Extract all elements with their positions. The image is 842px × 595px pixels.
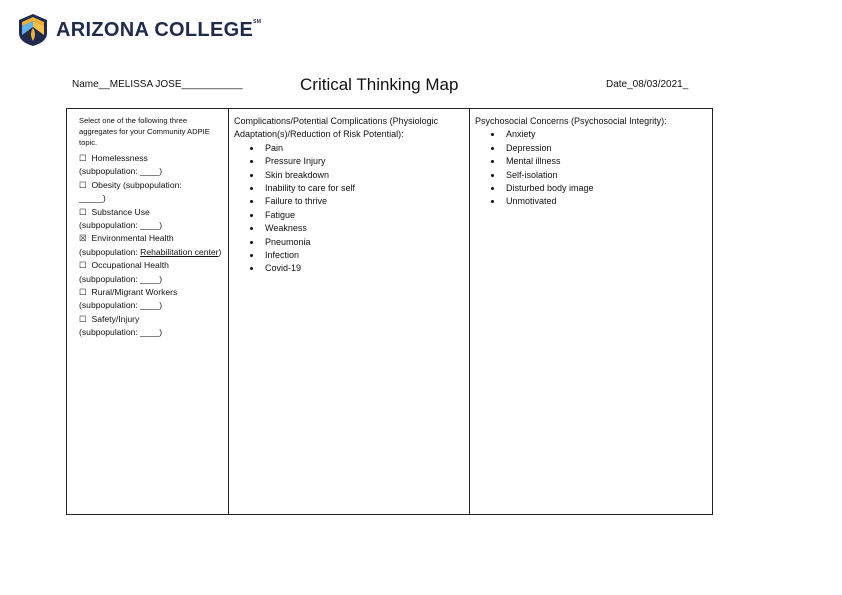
- complications-heading: Complications/Potential Complications (Physiologic Adaptation(s)/Reduction of Risk Potential):: [234, 116, 439, 140]
- list-item: • Weakness: [262, 222, 464, 235]
- option-label: Obesity (subpopulation:: [91, 179, 182, 190]
- subpopulation: _____): [79, 193, 106, 204]
- aggregate-option[interactable]: [79, 259, 223, 286]
- list-item: • Covid-19: [262, 262, 464, 275]
- subpopulation: (subpopulation: ____): [79, 300, 163, 311]
- list-item: • Anxiety: [503, 128, 707, 141]
- subpopulation-end: ): [218, 246, 222, 257]
- aggregate-intro: Select one of the following three aggregates for your Community ADPIE topic.: [79, 116, 210, 147]
- checkbox-icon[interactable]: ☐: [79, 313, 87, 324]
- list-item: • Pain: [262, 142, 464, 155]
- aggregate-option[interactable]: [79, 179, 223, 206]
- checkbox-icon[interactable]: ☐: [79, 206, 87, 217]
- checkbox-icon[interactable]: ☐: [79, 287, 87, 298]
- date-field: Date_08/03/2021_: [606, 79, 689, 90]
- list-item: • Disturbed body image: [503, 182, 707, 195]
- shield-icon: [18, 13, 48, 47]
- aggregate-option[interactable]: [79, 206, 223, 233]
- aggregate-option[interactable]: [79, 286, 223, 313]
- subpopulation: (subpopulation: ____): [79, 273, 163, 284]
- list-item: • Mental illness: [503, 155, 707, 168]
- subpopulation-value: Rehabilitation center: [140, 246, 219, 257]
- name-field: Name__MELISSA JOSE___________: [72, 79, 243, 90]
- subpopulation: (subpopulation:: [79, 246, 141, 257]
- option-label: Environmental Health: [91, 233, 174, 244]
- list-item: • Failure to thrive: [262, 195, 464, 208]
- aggregate-option[interactable]: [79, 232, 223, 259]
- checkbox-icon[interactable]: ☒: [79, 233, 87, 244]
- option-label: Safety/Injury: [91, 313, 140, 324]
- list-item: • Inability to care for self: [262, 182, 464, 195]
- aggregate-column: [67, 109, 229, 514]
- psychosocial-list: [475, 128, 707, 208]
- complications-column: [229, 109, 470, 514]
- list-item: • Skin breakdown: [262, 169, 464, 182]
- logo-text: ARIZONA COLLEGE℠: [56, 18, 262, 41]
- page-title: Critical Thinking Map: [300, 75, 459, 94]
- list-item: • Pneumonia: [262, 236, 464, 249]
- checkbox-icon[interactable]: ☐: [79, 153, 87, 163]
- option-label: Substance Use: [91, 206, 150, 217]
- checkbox-icon[interactable]: ☐: [79, 179, 87, 190]
- aggregate-option[interactable]: [79, 152, 223, 179]
- psychosocial-column: [470, 109, 712, 514]
- list-item: • Self-isolation: [503, 169, 707, 182]
- list-item: • Fatigue: [262, 209, 464, 222]
- list-item: • Unmotivated: [503, 195, 707, 208]
- psychosocial-heading: Psychosocial Concerns (Psychosocial Integrity):: [475, 116, 667, 126]
- list-item: • Pressure Injury: [262, 155, 464, 168]
- aggregate-option[interactable]: [79, 313, 223, 340]
- arizona-college-logo: [18, 13, 261, 47]
- critical-thinking-table: [66, 108, 713, 515]
- complications-list: [234, 142, 464, 276]
- option-label: Occupational Health: [91, 260, 169, 271]
- checkbox-icon[interactable]: ☐: [79, 260, 87, 271]
- option-label: Homelessness: [91, 153, 148, 163]
- list-item: • Infection: [262, 249, 464, 262]
- subpopulation: (subpopulation: ____): [79, 220, 163, 231]
- option-label: Rural/Migrant Workers: [91, 287, 178, 298]
- subpopulation: (subpopulation: ____): [79, 166, 163, 177]
- subpopulation: (subpopulation: ____): [79, 327, 163, 338]
- list-item: • Depression: [503, 142, 707, 155]
